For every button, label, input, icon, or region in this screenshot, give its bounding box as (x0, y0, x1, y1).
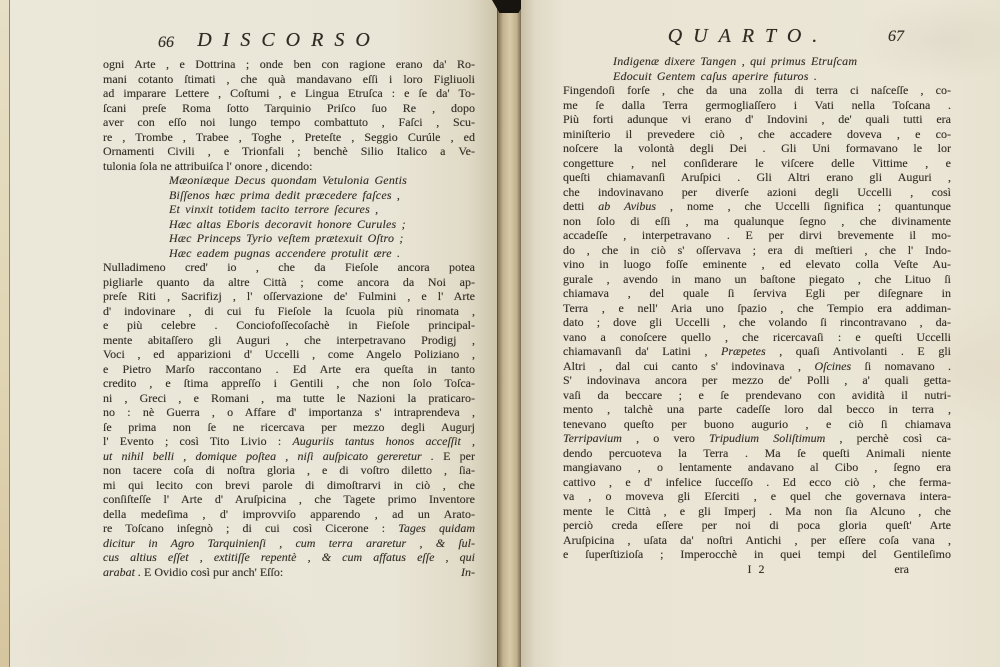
text-line: accadeſſe , interpetravano . E per dirvi brevemente il mo- (563, 228, 951, 242)
text-line: Più forti adunque vi erano d' Indovini , de' quali tutti era (563, 112, 951, 126)
text-line: della medeſima , d' improvviſo apparendo , ad un Arato- (103, 506, 475, 521)
text-line: Aruſpicina , uſata da' noſtri Antichi , per eſſere coſa vana , (563, 532, 951, 547)
text-line: Ornamenti Civili , e Trionfali ; benchè Silio Italico a Ve- (103, 144, 475, 158)
text-line: arabat . E Ovidio così pur anch' Eſſo: In- (103, 564, 475, 579)
fore-edge-strip (0, 0, 10, 667)
text-line: Hæc eadem pugnas accendere protulit ære . (169, 245, 401, 260)
text-line: ſcani preſe Roma ſotto Tarquinio Priſco ſuo Re , dopo (103, 100, 475, 115)
text-line: S' indovinava ancora per mezzo de' Polli , a' quali getta- (563, 373, 951, 387)
page-number-right: 67 (888, 28, 904, 45)
text-line: ogni Arte , e Dottrina ; onde ben con ragione erano da' Ro- (103, 57, 475, 71)
text-line: e più celebre . Conciofoſſecoſachè in Fieſole principal- (103, 318, 475, 332)
text-line: dato ; dove gli Uccelli , che volando ſi rincontravano , da- (563, 315, 951, 329)
text-line: ni , Greci , e Romani , ma tutte le Nazioni la praticaro- (103, 390, 475, 405)
signature-mark: I 2 (747, 561, 767, 576)
text-line: Biſſenos hæc prima dedit præcedere faſces , (169, 187, 401, 202)
text-line: re Toſcano inſegnò ; di cui così Cicerone : Tages quidam (103, 521, 475, 535)
text-line: e ſuperſtizioſa ; Imperocchè in quei tempi del Gentileſimo (563, 547, 951, 561)
text-line: non tacere coſa di noſtra gloria , e di voſtro diletto , ſia- (103, 463, 475, 477)
text-line: Terra , e nell' Aria uno ſpazio , che Tempio era addiman- (563, 300, 951, 315)
text-line: tulonia ſola ne attribuiſca l' onore , dicendo: (103, 158, 313, 173)
text-line: Voci , ed apparizioni d' Uccelli , come Angelo Poliziano , (103, 347, 475, 361)
text-line: mi qui lecito con brevi parole di dimoſtrarvi in ciò , che (103, 477, 475, 492)
left-page (10, 0, 497, 667)
text-line: me ſe dalla Terra germogliaſſero i Vati nella Toſcana . (563, 97, 951, 112)
signature-row (563, 562, 951, 577)
text-line: Altri , dal cui canto s' indovinava , Oſcines ſi nomavano . (563, 358, 951, 373)
text-line: noſcere la volontà degli Dei . Gli Uni formavano le lor (563, 141, 951, 155)
text-line: conſiſteſſe l' Arte d' Aruſpicina , che Tagete primo Inventore (103, 492, 475, 506)
text-line: perciò creda eſſere per noi di poca gloria queſt' Arte (563, 518, 951, 532)
text-line: Mæoniæque Decus quondam Vetulonia Gentis (169, 173, 407, 187)
text-line: queſti chiamavanſi Aruſpici . Gli Altri erano gli Auguri , (563, 170, 951, 184)
text-line: va , o moveva gli Eſerciti , e quel che governava intera- (563, 489, 951, 503)
right-lines (563, 54, 951, 576)
text-line: che indovinavano per diverſe azioni degli Uccelli , così (563, 184, 951, 199)
text-line: vino in luogo foſſe eminente , ed elevato colla Veſte Au- (563, 257, 951, 271)
text-line: Hæc Princeps Tyrio veſtem prætexuit Oſtro ; (169, 231, 404, 245)
right-page (521, 0, 1000, 667)
text-line: pigliarle quanto da altre Città ; come ancora da Noi ap- (103, 274, 475, 289)
text-line: vano a conoſcere quello , che ricercavaſi : e queſti Uccelli (563, 329, 951, 344)
text-line: detti ab Avibus , nome , che Uccelli ſignifica ; quantunque (563, 199, 951, 213)
text-line: mente le Città , e gli Imperj . Ma non ſia Alcuno , che (563, 503, 951, 518)
text-line: ſe prima non ſe ne ricercava per mezzo degli Augurj (103, 419, 475, 434)
text-line: cattivo , e d' infelice ſucceſſo . Ed ecco ciò , che ferma- (563, 474, 951, 489)
running-title-right: QUARTO. (667, 25, 829, 47)
text-line: do , che in ciò s' oſſervava ; era di meſtieri , che l' Indo- (563, 242, 951, 257)
text-line: re , Trombe , Trabee , Toghe , Preteſte , Seggio Curúle , ed (103, 129, 475, 144)
text-line: aver con eſſo noi lungo tempo combattuto , Faſci , Scu- (103, 115, 475, 129)
text-line: vaſi da beccare ; e ſe prendevano con avidità il nutri- (563, 387, 951, 402)
catchword: era (894, 561, 909, 576)
text-line: gurale , avendo in mano un baſtone piegato , che Lituo ſi (563, 271, 951, 286)
running-title-left: DISCORSO (197, 29, 381, 51)
page-number-left: 66 (158, 34, 174, 51)
text-line: dicitur in Agro Tarquinienſi , cum terra araretur , & ſul- (103, 535, 475, 550)
text-line: tenevano queſto per buono augurio , e ciò ſi chiamava (563, 416, 951, 431)
text-line: dendo percuoteva la Terra . Ma ſe queſti Animali niente (563, 445, 951, 460)
text-line: no : nè Guerra , o Affare d' importanza s' intraprendeva , (103, 405, 475, 419)
text-line: miniſterio il prevedere ciò , che accadere doveva , e co- (563, 126, 951, 141)
binding-gutter (497, 0, 523, 667)
text-line: mani cotanto ſtimati , che quà mandavano eſſi i loro Figliuoli (103, 71, 475, 86)
text-line: e Pietro Marſo raccontano . Ed Arte era queſta in tanto (103, 361, 475, 376)
text-line: mento , talchè una parte cadeſſe loro dal becco in terra , (563, 402, 951, 416)
text-line: cus altius eſſet , extitiſſe repentè , & cum affatus eſſe , qui (103, 550, 475, 564)
text-line: preſe Riti , Sacrifizj , l' oſſervazione de' Fulmini , e l' Arte (103, 289, 475, 303)
text-line: ut nihil belli , domique poſtea , niſi auſpicato gereretur . E per (103, 448, 475, 463)
text-line: Indigenæ dixere Tangen , qui primus Etruſcam (613, 54, 858, 68)
text-line: Terripavium , o vero Tripudium Soliſtimum , perchè così ca- (563, 431, 951, 445)
text-line: l' Evento ; così Tito Livio : Auguriis tantus honos acceſſit , (103, 434, 475, 448)
text-line: Et vinxit totidem tacito terrore ſecures , (169, 202, 379, 216)
text-line: credito , e ſtima appreſſo i Gentili , che non ſolo Toſca- (103, 376, 475, 390)
text-line: mente abitaſſero gli Auguri , che interpetravano Prodigj , (103, 332, 475, 347)
text-line: chiamavanſi da' Latini , Præpetes , quaſi Antivolanti . E gli (563, 344, 951, 358)
text-line: Hæc altas Eboris decoravit honore Curules ; (169, 216, 406, 231)
text-line: Edocuit Gentem caſus aperire futuros . (613, 68, 818, 83)
text-line: d' indovinare , di cui fu Fieſole la ſcuola più rinomata , (103, 303, 475, 318)
text-line: Nulladimeno cred' io , che da Fieſole ancora potea (103, 260, 475, 274)
text-line: non ſolo di eſſi , ma qualunque ſegno , che divinamente (563, 213, 951, 228)
text-line: congetture , nel conſiderare le viſcere delle Vittime , e (563, 155, 951, 170)
left-lines (103, 57, 475, 579)
text-line: chiamava , del quale ſi ſerviva Egli per diſegnare in (563, 286, 951, 300)
text-line: mangiavano , o lentamente andavano al Cibo , ſegno era (563, 460, 951, 474)
text-line: Fingendoſi forſe , che da una zolla di terra ci naſceſſe , co- (563, 83, 951, 97)
text-line: ad imparare Lettere , Coſtumi , e Lingua Etruſca : e ſe da' To- (103, 86, 475, 100)
catchword: In- (461, 564, 475, 579)
